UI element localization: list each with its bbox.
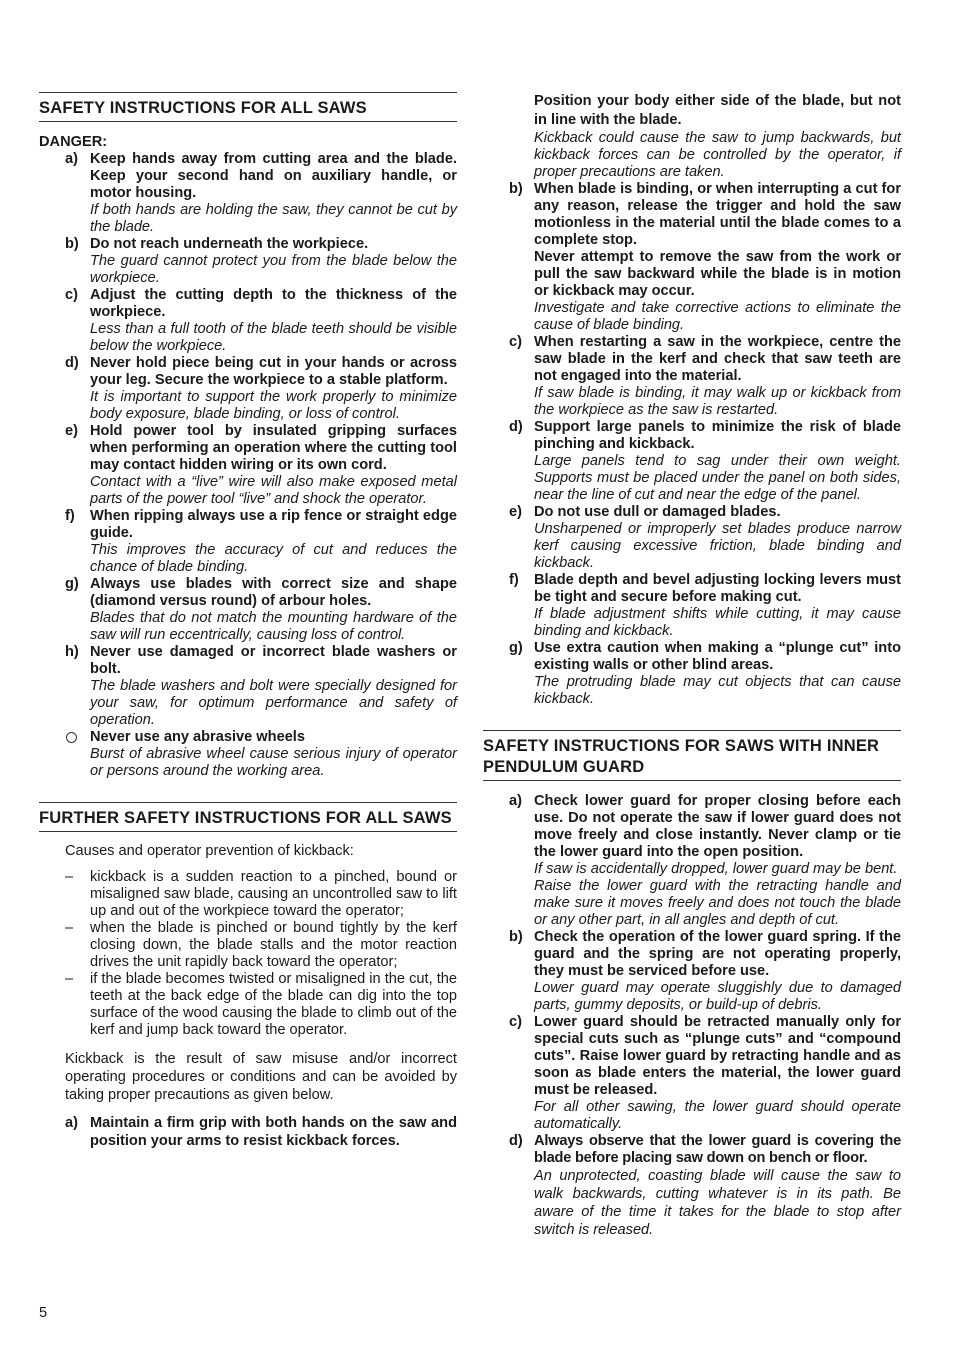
explanation-text: It is important to support the work properly to minimize body exposure, blade binding, or loss of control. bbox=[90, 389, 457, 422]
instruction-text: Position your body either side of the blade, but not in line with the blade. bbox=[534, 93, 901, 128]
instruction-text: Do not use dull or damaged blades. bbox=[534, 504, 781, 520]
item-label: a) bbox=[65, 1115, 78, 1131]
explanation-text: Contact with a “live” wire will also make exposed metal parts of the power tool “live” and shock the operator. bbox=[90, 474, 457, 507]
instruction-item bbox=[483, 572, 901, 640]
instruction-text: Never use damaged or incorrect blade washers or bolt. bbox=[90, 644, 457, 677]
explanation-text: Kickback could cause the saw to jump backwards, but kickback forces can be controlled by the operator, if proper precautions are taken. bbox=[534, 130, 901, 180]
explanation-text: Lower guard may operate sluggishly due to damaged parts, gummy deposits, or build-up of debris. bbox=[534, 980, 901, 1013]
danger-label: DANGER: bbox=[39, 134, 108, 150]
explanation-text: The blade washers and bolt were specially designed for your saw, for optimum performance and safety of operation. bbox=[90, 678, 457, 728]
instruction-text: When restarting a saw in the workpiece, centre the saw blade in the kerf and check that saw teeth are not engaged into the material. bbox=[534, 334, 901, 384]
instruction-item bbox=[483, 504, 901, 572]
instruction-text: Never use any abrasive wheels bbox=[90, 729, 305, 745]
instruction-text: Check lower guard for proper closing before each use. Do not operate the saw if lower guard does not move freely and close instantly. Never clamp or tie the lower guard into the open position. bbox=[534, 793, 901, 860]
item-label: b) bbox=[509, 929, 523, 945]
instruction-text: Hold power tool by insulated gripping surfaces when performing an operation where the cutting tool may contact hidden wiring or its own cord. bbox=[90, 423, 457, 473]
explanation-text: Investigate and take corrective actions to eliminate the cause of blade binding. bbox=[534, 300, 901, 333]
kickback-cause-text: when the blade is pinched or bound tightly by the kerf closing down, the blade stalls and the motor reaction drives the unit rapidly back toward the operator; bbox=[90, 920, 457, 970]
item-label: g) bbox=[509, 640, 523, 656]
item-label: f) bbox=[65, 508, 75, 524]
instruction-item-continued bbox=[483, 92, 901, 181]
instruction-item bbox=[483, 1133, 901, 1239]
instruction-text: Blade depth and bevel adjusting locking levers must be tight and secure before making cut. bbox=[534, 572, 901, 605]
item-label: e) bbox=[509, 504, 522, 520]
instruction-text: Never hold piece being cut in your hands or across your leg. Secure the workpiece to a stable platform. bbox=[90, 355, 457, 388]
circle-bullet-icon bbox=[66, 732, 77, 743]
instruction-item bbox=[39, 576, 457, 644]
explanation-text: Blades that do not match the mounting hardware of the saw will run eccentrically, causing loss of control. bbox=[90, 610, 457, 643]
instruction-text: Do not reach underneath the workpiece. bbox=[90, 236, 369, 252]
kickback-intro: Causes and operator prevention of kickback: bbox=[65, 843, 354, 859]
explanation-text: If saw is accidentally dropped, lower guard may be bent. bbox=[534, 861, 898, 877]
instruction-text: Maintain a firm grip with both hands on the saw and position your arms to resist kickback forces. bbox=[90, 1115, 457, 1149]
right-column bbox=[483, 92, 901, 1239]
dash-bullet: – bbox=[65, 869, 74, 885]
item-label: d) bbox=[509, 419, 523, 435]
explanation-text: Large panels tend to sag under their own weight. Supports must be placed under the panel on both sides, near the line of cut and near the edge of the panel. bbox=[534, 453, 901, 503]
item-label: d) bbox=[509, 1133, 523, 1149]
explanation-text-2: Raise the lower guard with the retracting handle and make sure it moves freely and does not touch the blade or any other part, in all angles and depth of cut. bbox=[534, 878, 901, 928]
left-column bbox=[39, 92, 457, 1150]
explanation-text: The guard cannot protect you from the blade below the workpiece. bbox=[90, 253, 457, 286]
explanation-text: If blade adjustment shifts while cutting, it may cause binding and kickback. bbox=[534, 606, 901, 639]
instruction-text: Adjust the cutting depth to the thickness of the workpiece. bbox=[90, 287, 457, 320]
dash-bullet: – bbox=[65, 971, 74, 987]
dash-bullet: – bbox=[65, 920, 74, 936]
instruction-item bbox=[483, 793, 901, 929]
instruction-text: When ripping always use a rip fence or straight edge guide. bbox=[90, 508, 457, 541]
instruction-item bbox=[483, 640, 901, 708]
explanation-text: If saw blade is binding, it may walk up or kickback from the workpiece as the saw is restarted. bbox=[534, 385, 901, 418]
explanation-text: The protruding blade may cut objects that can cause kickback. bbox=[534, 674, 901, 707]
explanation-text: Unsharpened or improperly set blades produce narrow kerf causing excessive friction, blade binding and kickback. bbox=[534, 521, 901, 571]
instruction-item bbox=[483, 181, 901, 334]
item-label: c) bbox=[65, 287, 78, 303]
instruction-text: Always use blades with correct size and shape (diamond versus round) of arbour holes. bbox=[90, 576, 457, 609]
instruction-text: Use extra caution when making a “plunge cut” into existing walls or other blind areas. bbox=[534, 640, 901, 673]
explanation-text: If both hands are holding the saw, they cannot be cut by the blade. bbox=[90, 202, 457, 235]
explanation-text: For all other sawing, the lower guard should operate automatically. bbox=[534, 1099, 901, 1132]
instruction-text: Lower guard should be retracted manually only for special cuts such as “plunge cuts” and “compound cuts”. Raise lower guard by retracting handle and as soon as blade enters the material, the lower guard must be released. bbox=[534, 1014, 901, 1098]
item-label: h) bbox=[65, 644, 79, 660]
instruction-item bbox=[39, 1114, 457, 1150]
item-label: f) bbox=[509, 572, 519, 588]
section-heading-safety-all-saws: SAFETY INSTRUCTIONS FOR ALL SAWS bbox=[39, 92, 457, 122]
instruction-item bbox=[483, 929, 901, 1014]
instruction-item bbox=[39, 355, 457, 423]
instruction-text: Check the operation of the lower guard spring. If the guard and the spring are not operating properly, they must be serviced before use. bbox=[534, 929, 901, 979]
item-label: d) bbox=[65, 355, 79, 371]
item-label: c) bbox=[509, 334, 522, 350]
page-number: 5 bbox=[39, 1305, 48, 1321]
kickback-cause-item bbox=[39, 971, 457, 1039]
explanation-text: An unprotected, coasting blade will cause the saw to walk backwards, cutting whatever is in its path. Be aware of the time it takes for the blade to stop after switch is released. bbox=[534, 1168, 901, 1238]
explanation-text: Less than a full tooth of the blade teeth should be visible below the workpiece. bbox=[90, 321, 457, 354]
item-label: e) bbox=[65, 423, 78, 439]
item-label: g) bbox=[65, 576, 79, 592]
kickback-summary: Kickback is the result of saw misuse and/or incorrect operating procedures or conditions and can be avoided by taking proper precautions as given below. bbox=[65, 1051, 457, 1103]
instruction-text: Support large panels to minimize the risk of blade pinching and kickback. bbox=[534, 419, 901, 452]
item-label: a) bbox=[509, 793, 522, 809]
instruction-text: Always observe that the lower guard is covering the blade before placing saw down on bench or floor. bbox=[534, 1133, 901, 1166]
instruction-item-abrasive bbox=[39, 729, 457, 780]
instruction-text-2: Never attempt to remove the saw from the work or pull the saw backward while the blade is in motion or kickback may occur. bbox=[534, 249, 901, 299]
section-heading-further-safety: FURTHER SAFETY INSTRUCTIONS FOR ALL SAWS bbox=[39, 802, 457, 832]
instruction-item bbox=[483, 1014, 901, 1133]
explanation-text: Burst of abrasive wheel cause serious injury of operator or persons around the working area. bbox=[90, 746, 457, 779]
instruction-item bbox=[39, 508, 457, 576]
instruction-text: Keep hands away from cutting area and the blade. Keep your second hand on auxiliary handle, or motor housing. bbox=[90, 151, 457, 201]
instruction-item bbox=[39, 287, 457, 355]
item-label: b) bbox=[509, 181, 523, 197]
instruction-text: When blade is binding, or when interrupting a cut for any reason, release the trigger and hold the saw motionless in the material until the blade comes to a complete stop. bbox=[534, 181, 901, 248]
kickback-cause-item bbox=[39, 869, 457, 920]
kickback-cause-text: kickback is a sudden reaction to a pinched, bound or misaligned saw blade, causing an uncontrolled saw to lift up and out of the workpiece toward the operator; bbox=[90, 869, 457, 919]
instruction-item bbox=[483, 334, 901, 419]
instruction-item bbox=[39, 423, 457, 508]
kickback-cause-text: if the blade becomes twisted or misaligned in the cut, the teeth at the back edge of the blade can dig into the top surface of the wood causing the blade to climb out of the kerf and jump back toward the operator. bbox=[90, 971, 457, 1038]
instruction-item bbox=[39, 151, 457, 236]
kickback-cause-item bbox=[39, 920, 457, 971]
section-heading-pendulum-guard: SAFETY INSTRUCTIONS FOR SAWS WITH INNER PENDULUM GUARD bbox=[483, 730, 901, 781]
instruction-item bbox=[39, 236, 457, 287]
item-label: b) bbox=[65, 236, 79, 252]
instruction-item bbox=[39, 644, 457, 729]
item-label: a) bbox=[65, 151, 78, 167]
item-label: c) bbox=[509, 1014, 522, 1030]
explanation-text: This improves the accuracy of cut and reduces the chance of blade binding. bbox=[90, 542, 457, 575]
instruction-item bbox=[483, 419, 901, 504]
